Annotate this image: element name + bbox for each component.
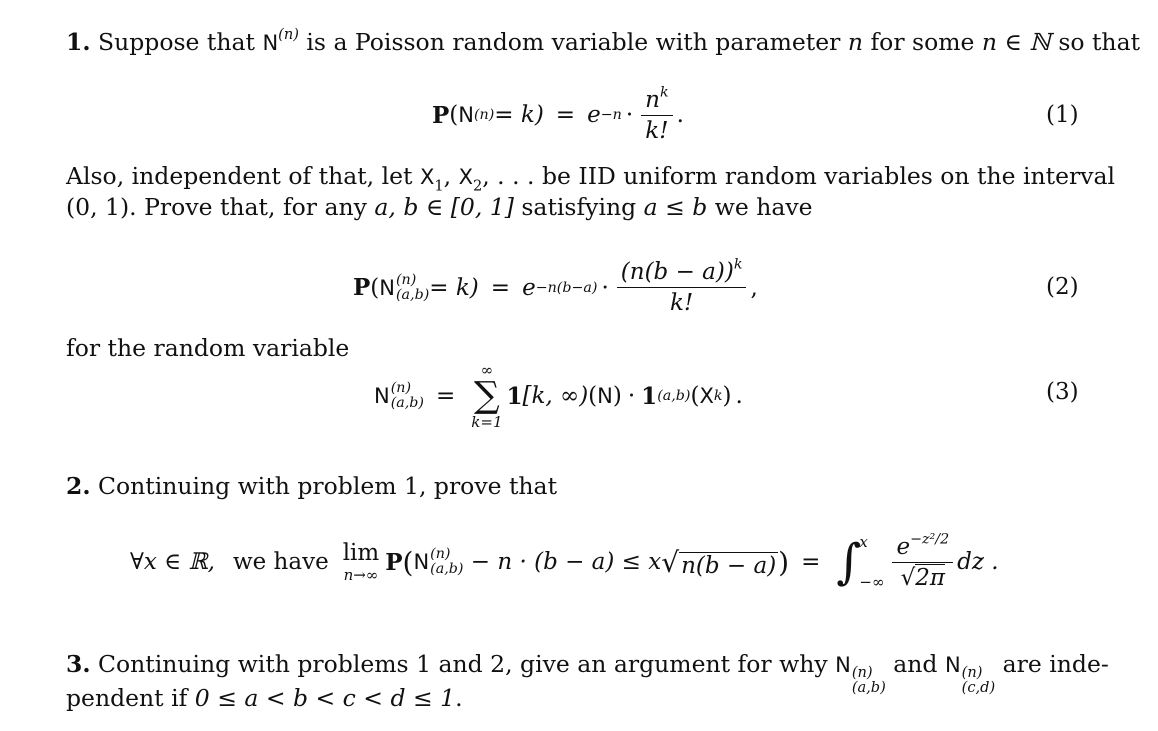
dz: dz . bbox=[957, 549, 999, 575]
den-arg: 2π bbox=[915, 564, 946, 591]
sub-ab: (a,b) bbox=[390, 395, 424, 411]
sup-n: (n) bbox=[430, 546, 451, 563]
var-N: N bbox=[458, 103, 474, 127]
paren-open: ( bbox=[690, 383, 700, 409]
equation-3-tag: (3) bbox=[1046, 379, 1079, 405]
ab-range: a, b ∈ [0, 1] bbox=[374, 193, 514, 221]
intro-text-3: for some bbox=[863, 28, 982, 56]
sqrt-expr bbox=[661, 546, 778, 579]
frac-num-sup: k bbox=[733, 256, 743, 273]
middle-expr: − n · (b − a) ≤ x bbox=[463, 549, 662, 575]
intro-text-2: is a Poisson random variable with parameter bbox=[298, 28, 848, 56]
and-text: and bbox=[885, 650, 945, 678]
paren-open: ( bbox=[402, 545, 414, 579]
cdot: · bbox=[627, 383, 636, 409]
exp-base: e bbox=[587, 102, 601, 128]
interval: [k, ∞) bbox=[522, 383, 589, 409]
sum-upper: ∞ bbox=[480, 361, 494, 379]
integral-symbol: ∫ bbox=[836, 534, 862, 590]
problem-3-line-2 bbox=[66, 684, 463, 712]
num-sup: −z²/2 bbox=[910, 530, 950, 547]
paren-open: ( bbox=[588, 383, 598, 409]
paren-open: ( bbox=[370, 274, 380, 301]
frac-num: n bbox=[645, 86, 660, 113]
sup-n: (n) bbox=[396, 271, 417, 288]
frac-den: k! bbox=[670, 290, 694, 316]
var-N: N bbox=[374, 384, 390, 408]
equals-sign: = bbox=[801, 549, 821, 575]
sup-n: (n) bbox=[961, 664, 983, 682]
sum-symbol: ∑ bbox=[474, 375, 500, 416]
sqrt-symbol: √ bbox=[661, 545, 680, 579]
lim-text: lim bbox=[342, 540, 380, 566]
indicator-1: 1 bbox=[506, 382, 523, 410]
frac-num: (n(b − a)) bbox=[620, 259, 734, 285]
num-base: e bbox=[896, 533, 911, 560]
sub-ab: (a,b) bbox=[851, 679, 886, 697]
lhs-rest: = k) bbox=[429, 274, 479, 301]
period: . bbox=[676, 102, 684, 128]
int-upper: x bbox=[859, 533, 868, 551]
also-text-4: satisfying bbox=[513, 193, 644, 221]
problem-2-number: 2. bbox=[66, 472, 91, 500]
cdot: · bbox=[601, 274, 609, 301]
ellipsis: , . . . bbox=[482, 162, 535, 190]
also-line-1 bbox=[66, 162, 1116, 195]
sup-n: (n) bbox=[390, 380, 412, 397]
var-N: N bbox=[379, 275, 395, 300]
cdot: · bbox=[625, 102, 634, 128]
also-line-2 bbox=[66, 193, 813, 221]
lim-sub: n→∞ bbox=[343, 566, 379, 584]
problem-2-text bbox=[66, 472, 557, 500]
equation-2-tag: (2) bbox=[1046, 274, 1079, 300]
problem-3-text-2: are inde- bbox=[995, 650, 1109, 678]
sub-1: 1 bbox=[434, 177, 444, 195]
den-sqrt: √ bbox=[900, 564, 916, 591]
equals-sign: = bbox=[436, 383, 456, 409]
problem-3-number: 3. bbox=[66, 650, 91, 678]
summation bbox=[471, 361, 502, 431]
paren-close: ) bbox=[612, 383, 622, 409]
we-have-text: we have bbox=[232, 549, 329, 575]
equation-2: P ( N (n) (a,b) = k) = e −n(b−a) · $\frac{(n(b - a))^k}{k!}$ , bbox=[353, 256, 758, 316]
var-X1: X bbox=[419, 165, 435, 189]
forall-x: ∀x ∈ ℝ, bbox=[130, 549, 215, 575]
limit-operator bbox=[343, 540, 380, 584]
equation-1: P ( N (n) = k) = e −n · $\frac{n^k}{k!}$ . bbox=[432, 83, 684, 144]
poisson-var-N: N bbox=[262, 31, 279, 55]
gaussian-fraction bbox=[892, 530, 953, 591]
int-lower: −∞ bbox=[859, 573, 885, 591]
prob-P: P bbox=[385, 548, 403, 576]
sqrt-arg: n(b − a) bbox=[681, 552, 777, 579]
prob-P: P bbox=[432, 101, 450, 129]
sup-n: (n) bbox=[851, 664, 873, 682]
sub-ab: (a,b) bbox=[430, 561, 464, 577]
fraction-2 bbox=[617, 256, 747, 316]
indicator-2: 1 bbox=[641, 382, 658, 410]
comma: , bbox=[443, 162, 459, 190]
period: . bbox=[455, 684, 463, 712]
equation-3: N (n) (a,b) = ∞ ∑ k=1 1 [k, ∞) ( N ) · 1 (a,b) ( X k ) . bbox=[374, 361, 743, 431]
var-N-cd: N bbox=[944, 653, 961, 677]
N-cd-sup-sub bbox=[962, 665, 995, 696]
var-N: N bbox=[413, 550, 430, 574]
problem-2-equation bbox=[130, 524, 999, 600]
lhs-rest: = k) bbox=[494, 102, 544, 128]
equation-1-tag: (1) bbox=[1046, 102, 1079, 128]
problem-3-text-3: pendent if bbox=[66, 684, 195, 712]
N-sup-sub bbox=[396, 273, 429, 303]
equals-sign: = bbox=[555, 102, 576, 128]
sum-lower: k=1 bbox=[471, 413, 503, 431]
frac-num-sup: k bbox=[659, 83, 669, 100]
N-ab-sup-sub bbox=[852, 665, 886, 696]
paren-close: ) bbox=[722, 383, 732, 409]
N-sup-sub bbox=[430, 547, 463, 577]
paren-close: ) bbox=[778, 545, 790, 579]
sub-2: 2 bbox=[472, 177, 483, 195]
a-le-b: a ≤ b bbox=[643, 193, 708, 221]
prob-P: P bbox=[353, 274, 371, 301]
var-N-ab: N bbox=[835, 653, 851, 677]
n-in-N: n ∈ ℕ bbox=[981, 28, 1051, 56]
also-text-5: we have bbox=[707, 193, 813, 221]
problem-2-statement: Continuing with problem 1, prove that bbox=[98, 472, 558, 500]
superscript-n: (n) bbox=[278, 26, 299, 44]
also-text-2: be IID uniform random variables on the interval bbox=[534, 162, 1116, 190]
integral-limits bbox=[859, 533, 884, 591]
period: . bbox=[735, 383, 743, 409]
fraction-nk-over-kfact bbox=[641, 83, 672, 144]
problem-1-number: 1. bbox=[66, 28, 91, 56]
var-X2: X bbox=[458, 165, 473, 189]
N-sup-sub bbox=[391, 381, 424, 411]
intro-text-1: Suppose that bbox=[98, 28, 263, 56]
sub-ab: (a,b) bbox=[396, 286, 430, 303]
equals-sign: = bbox=[490, 274, 511, 301]
arg-N: N bbox=[597, 384, 613, 408]
sub-cd: (c,d) bbox=[961, 679, 996, 697]
problem-3-text-1: Continuing with problems 1 and 2, give an argument for why bbox=[98, 650, 836, 678]
integral bbox=[836, 533, 884, 591]
also-text-3: (0, 1). Prove that, for any bbox=[66, 193, 375, 221]
for-random-variable-text: for the random variable bbox=[66, 334, 350, 362]
comma: , bbox=[750, 274, 758, 301]
paren-open: ( bbox=[449, 102, 459, 128]
problem-1-intro bbox=[66, 28, 1140, 56]
condition: 0 ≤ a < b < c < d ≤ 1 bbox=[194, 684, 456, 712]
param-n: n bbox=[847, 28, 863, 56]
var-X: X bbox=[699, 384, 714, 408]
also-text-1: Also, independent of that, let bbox=[66, 162, 420, 190]
intro-text-4: so that bbox=[1050, 28, 1141, 56]
exp-base: e bbox=[522, 274, 536, 301]
frac-den: k! bbox=[645, 117, 669, 144]
